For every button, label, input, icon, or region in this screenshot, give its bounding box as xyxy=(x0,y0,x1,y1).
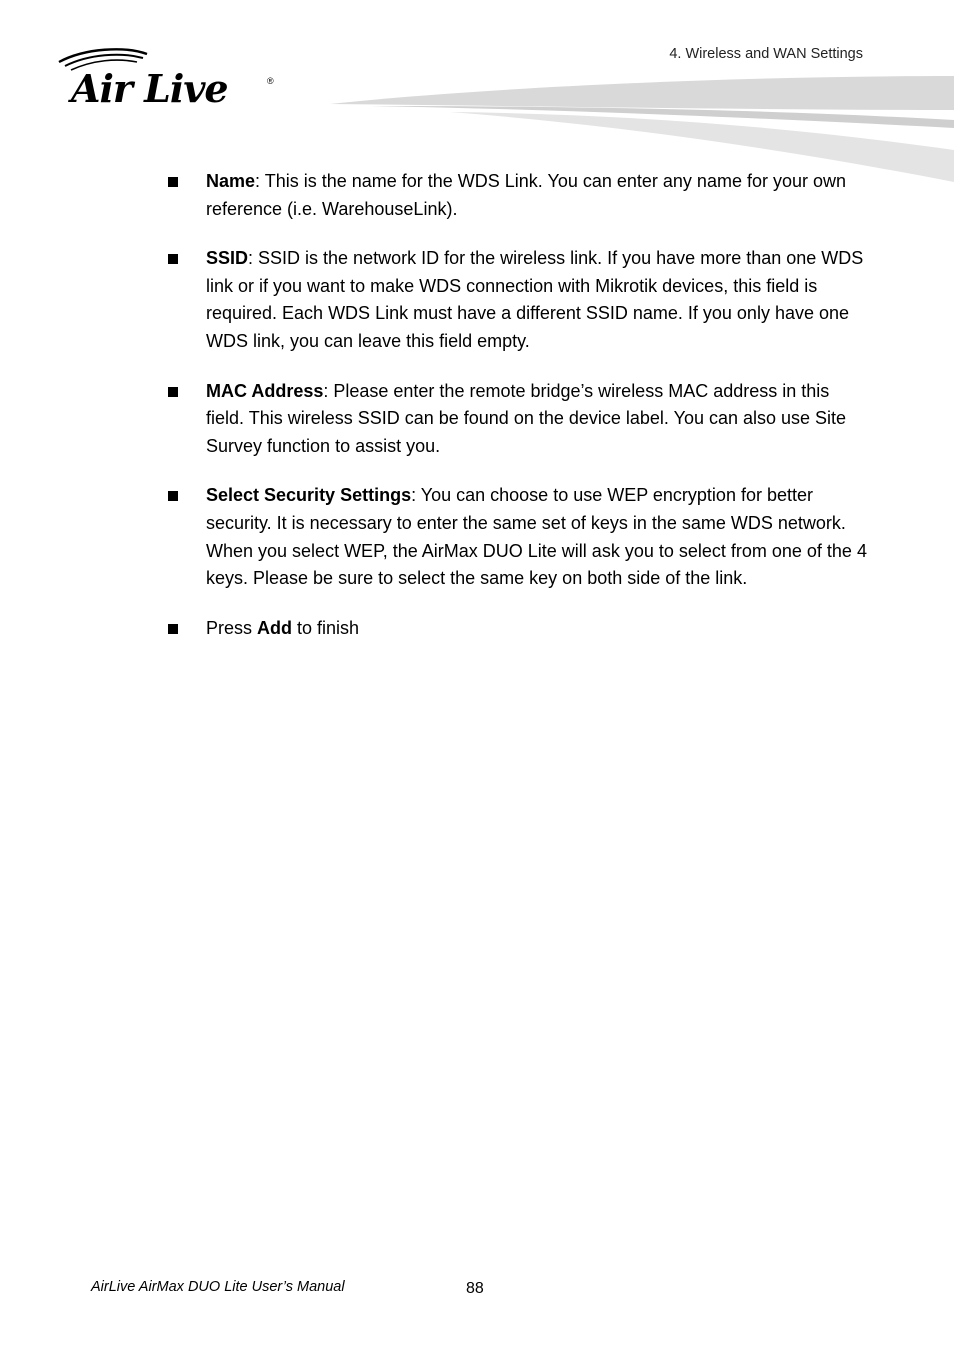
item-text: : Please enter the remote bridge’s wireless MAC address in this field. This wireless SSID can be found on the device label. You can also use Site Survey function to assist you. xyxy=(206,380,847,456)
bullet-square-icon xyxy=(168,624,178,634)
airlive-logo xyxy=(55,46,285,116)
list-item-security-settings xyxy=(168,482,868,592)
item-term: Name xyxy=(206,171,256,191)
bullet-square-icon xyxy=(168,491,178,501)
page-number: 88 xyxy=(466,1280,484,1297)
registered-mark: ® xyxy=(267,76,274,86)
list-item-press-add xyxy=(168,615,868,643)
footer-manual-title: AirLive AirMax DUO Lite User’s Manual xyxy=(91,1279,345,1295)
bullet-square-icon xyxy=(168,254,178,264)
bullet-list xyxy=(168,168,868,664)
item-text: : SSID is the network ID for the wireless link. If you have more than one WDS link or if you want to make WDS connection with Mikrotik devices, this field is required. Each WDS Link must have a different SSID name. If you only have one WDS link, you can leave this field empty. xyxy=(206,248,864,351)
bullet-square-icon xyxy=(168,387,178,397)
list-item-mac-address xyxy=(168,378,868,461)
item-suffix: to finish xyxy=(292,617,360,638)
bullet-square-icon xyxy=(168,177,178,187)
item-term: Add xyxy=(257,617,293,638)
list-item-name xyxy=(168,168,868,223)
item-term: SSID xyxy=(206,248,249,269)
section-title: 4. Wireless and WAN Settings xyxy=(669,46,863,62)
logo-wordmark: Air Live xyxy=(71,66,228,111)
list-item-ssid xyxy=(168,245,868,355)
item-term: Select Security Settings xyxy=(206,485,412,506)
item-term: MAC Address xyxy=(206,380,324,401)
item-text: : This is the name for the WDS Link. You can enter any name for your own reference (i.e. WarehouseLink). xyxy=(206,171,847,219)
item-prefix: Press xyxy=(206,617,258,638)
item-text: : You can choose to use WEP encryption for better security. It is necessary to enter the same set of keys in the same WDS network. When you select WEP, the AirMax DUO Lite will ask you to select from one of the 4 keys. Please be sure to select the same key on both side of the link. xyxy=(206,485,867,589)
